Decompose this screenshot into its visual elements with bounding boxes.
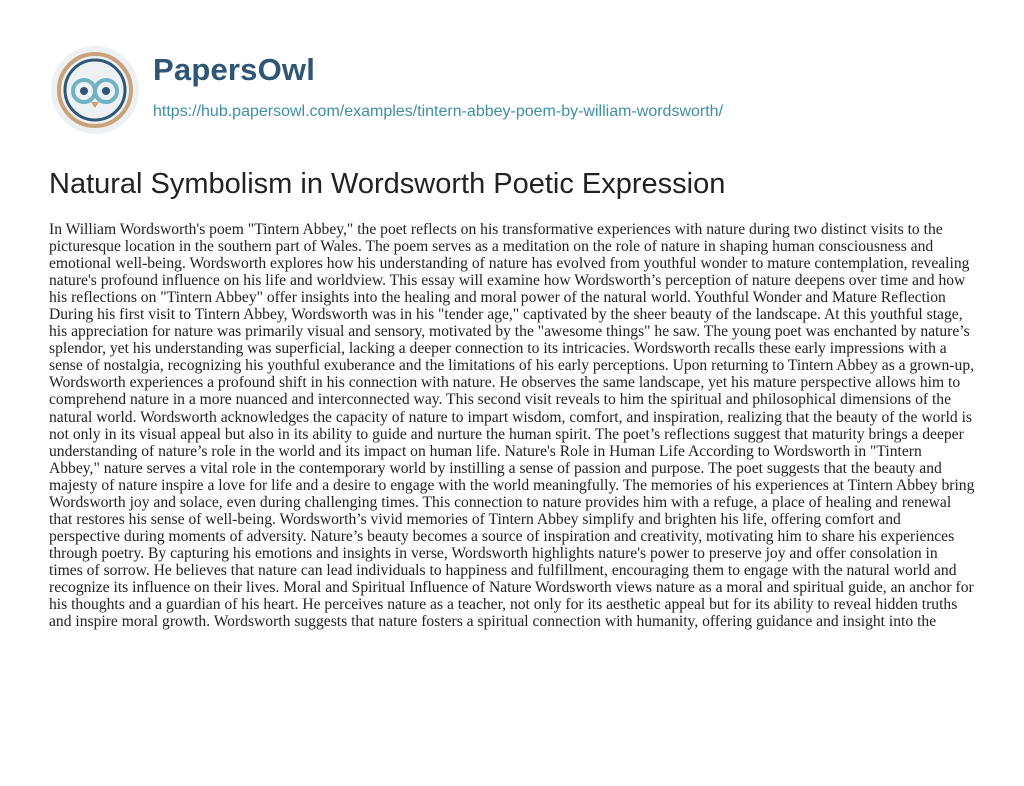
source-url-link[interactable]: https://hub.papersowl.com/examples/tintern-abbey-poem-by-william-wordsworth/ — [153, 103, 724, 120]
document-title: Natural Symbolism in Wordsworth Poetic Expression — [49, 168, 726, 200]
brand-name[interactable]: PapersOwl — [153, 52, 316, 87]
owl-logo-icon — [49, 44, 141, 136]
site-header — [49, 44, 989, 140]
document-body: In William Wordsworth's poem "Tintern Abbey," the poet reflects on his transformative experiences with nature during two distinct visits to the picturesque location in the southern part of Wales. The poem serves as a meditation on the role of nature in shaping human consciousness and emotional well-being. Wordsworth explores how his understanding of nature has evolved from youthful wonder to mature contemplation, revealing nature's profound influence on his life and worldview. This essay will examine how Wordsworth’s perception of nature deepens over time and how his reflections on "Tintern Abbey" offer insights into the healing and moral power of the natural world. Youthful Wonder and Mature Reflection During his first visit to Tintern Abbey, Wordsworth was in his "tender age," captivated by the sheer beauty of the landscape. At this youthful stage, his appreciation for nature was primarily visual and sensory, motivated by the "awesome things" he saw. The young poet was enchanted by nature’s splendor, yet his understanding was superficial, lacking a deeper connection to its intricacies. Wordsworth recalls these early impressions with a sense of nostalgia, recognizing his youthful exuberance and the limitations of his early perceptions. Upon returning to Tintern Abbey as a grown-up, Wordsworth experiences a profound shift in his connection with nature. He observes the same landscape, yet his mature perspective allows him to comprehend nature in a more nuanced and interconnected way. This second visit reveals to him the spiritual and philosophical dimensions of the natural world. Wordsworth acknowledges the capacity of nature to impart wisdom, comfort, and inspiration, realizing that the beauty of the world is not only in its visual appeal but also in its ability to guide and nurture the human spirit. The poet’s reflections suggest that maturity brings a deeper understanding of nature’s role in the world and its impact on human life. Nature's Role in Human Life According to Wordsworth in "Tintern Abbey," nature serves a vital role in the contemporary world by instilling a sense of passion and purpose. The poet suggests that the beauty and majesty of nature inspire a love for life and a desire to engage with the world meaningfully. The memories of his experiences at Tintern Abbey bring Wordsworth joy and solace, even during challenging times. This connection to nature provides him with a refuge, a place of healing and renewal that restores his sense of well-being. Wordsworth’s vivid memories of Tintern Abbey simplify and brighten his life, offering comfort and perspective during moments of adversity. Nature’s beauty becomes a source of inspiration and creativity, motivating him to share his experiences through poetry. By capturing his emotions and insights in verse, Wordsworth highlights nature's power to preserve joy and offer consolation in times of sorrow. He believes that nature can lead individuals to happiness and fulfillment, encouraging them to engage with the natural world and recognize its influence on their lives. Moral and Spiritual Influence of Nature Wordsworth views nature as a moral and spiritual guide, an anchor for his thoughts and a guardian of his heart. He perceives nature as a teacher, not only for its aesthetic appeal but for its ability to reveal hidden truths and inspire moral growth. Wordsworth suggests that nature fosters a spiritual connection with humanity, offering guidance and insight into the — [49, 221, 975, 631]
